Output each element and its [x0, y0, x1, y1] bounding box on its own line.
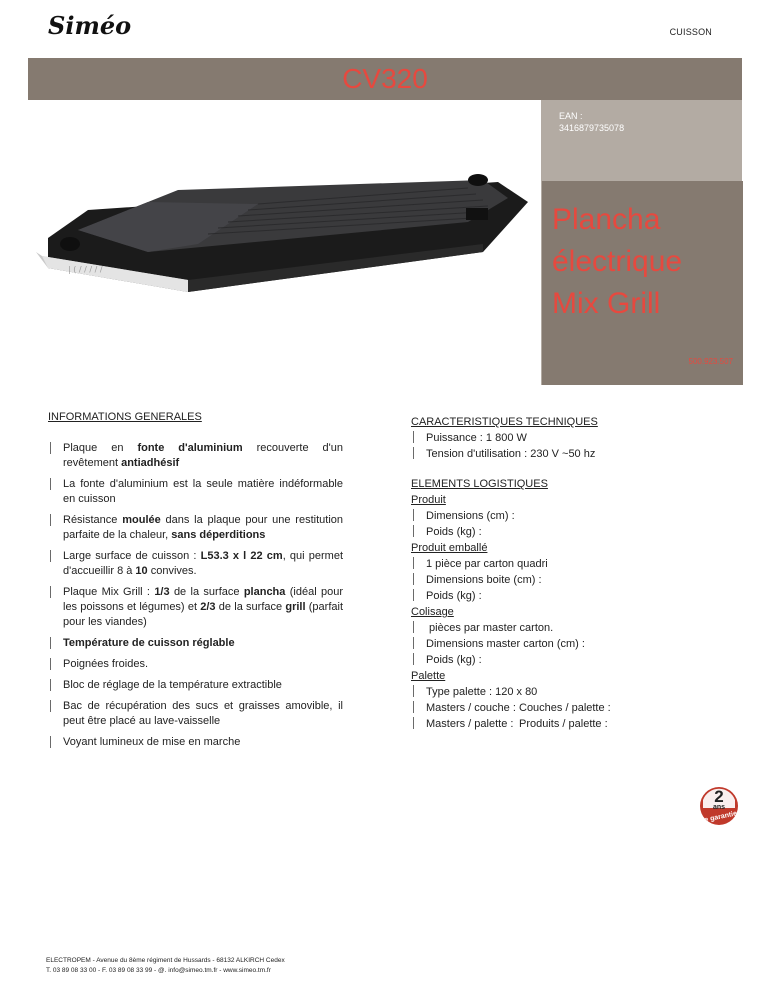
- logistics-title: ELEMENTS LOGISTIQUES: [411, 478, 548, 490]
- logistics-item: Poids (kg) :: [411, 652, 731, 668]
- reference-band: [28, 58, 742, 100]
- general-info-text: recouverte d'un revêtement: [63, 442, 344, 469]
- brand-logo-text: Siméo: [48, 12, 132, 40]
- general-info-section: [48, 411, 343, 756]
- general-info-text: , qui permet d'accueillir 8 à: [63, 550, 343, 577]
- product-image: [28, 140, 528, 320]
- logistics-item: Dimensions master carton (cm) :: [411, 636, 731, 652]
- warranty-text: de garantie: [699, 810, 738, 825]
- general-info-item: [48, 585, 343, 630]
- general-info-text: (idéal pour les poissons et légumes) et: [63, 586, 343, 613]
- general-info-text: fonte d'aluminium: [137, 442, 243, 454]
- footer: [46, 956, 285, 976]
- general-info-item: [48, 678, 343, 693]
- warranty-unit: ans: [712, 804, 726, 811]
- tech-item: Tension d'utilisation : 230 V ~50 hz: [411, 446, 731, 462]
- logistics-item: pièces par master carton.: [411, 620, 731, 636]
- general-info-text: 2/3: [200, 601, 216, 613]
- general-info-text: de la surface: [215, 601, 286, 613]
- general-info-text: (parfait pour les viandes): [63, 601, 344, 628]
- svg-text:| ( / / / / /: | ( / / / / /: [68, 265, 103, 274]
- general-info-text: Voyant lumineux de mise en marche: [63, 736, 241, 748]
- logistics-item: Type palette : 120 x 80: [411, 684, 731, 700]
- tech-title: CARACTERISTIQUES TECHNIQUES: [411, 416, 598, 428]
- general-info-item: [48, 636, 343, 651]
- general-info-text: Bac de récupération des sucs et graisses amovible, il peut être placé au lave-vaisselle: [63, 700, 343, 727]
- general-info-text: convives.: [147, 565, 197, 577]
- general-info-text: Plaque en: [63, 442, 138, 454]
- logistics-section: [411, 476, 731, 732]
- footer-address: ELECTROPEM - Avenue du 8ème régiment de Hussards - 68132 ALKIRCH Cedex: [46, 957, 285, 964]
- general-info-item: [48, 441, 343, 471]
- palette-cell: Masters / couche :: [426, 702, 516, 714]
- general-info-item: [48, 657, 343, 672]
- general-info-text: L53.3 x l 22 cm: [200, 550, 283, 562]
- logistics-item: Poids (kg) :: [411, 588, 731, 604]
- general-info-text: La fonte d'aluminium est la seule matière indéformable en cuisson: [63, 478, 343, 505]
- product-name-line: Plancha: [552, 203, 661, 236]
- general-info-title: INFORMATIONS GENERALES: [48, 411, 202, 423]
- palette-cell: Produits / palette :: [519, 718, 608, 730]
- palette-cell: Masters / palette :: [426, 718, 514, 730]
- logistics-produit-label: Produit: [411, 494, 446, 506]
- general-info-item: [48, 699, 343, 729]
- general-info-text: Large surface de cuisson :: [63, 550, 201, 562]
- logistics-item: Dimensions boite (cm) :: [411, 572, 731, 588]
- palette-cell: Couches / palette :: [519, 702, 611, 714]
- brand-logo: [48, 12, 158, 40]
- general-info-text: dans la plaque pour une restitution parfaite de la chaleur,: [63, 514, 343, 541]
- general-info-list: [48, 441, 343, 750]
- logistics-palette-row: [411, 716, 731, 732]
- general-info-text: Plaque Mix Grill :: [63, 586, 155, 598]
- general-info-item: [48, 477, 343, 507]
- general-info-text: Bloc de réglage de la température extractible: [63, 679, 282, 691]
- footer-contact: T. 03 89 08 33 00 - F. 03 89 08 33 99 - @. info@simeo.tm.fr - www.simeo.tm.fr: [46, 967, 271, 974]
- logistics-colisage-label: Colisage: [411, 606, 454, 618]
- logistics-palette-label: Palette: [411, 670, 446, 682]
- ean-box: [541, 100, 742, 181]
- product-reference: CV320: [342, 63, 428, 94]
- logistics-item: Poids (kg) :: [411, 524, 731, 540]
- product-code: 500.923.507: [688, 357, 733, 366]
- warranty-number: 2: [714, 787, 724, 806]
- general-info-text: de la surface: [169, 586, 244, 598]
- ean-label: EAN :: [559, 111, 583, 121]
- general-info-text: plancha: [243, 586, 286, 598]
- product-name-line: électrique: [552, 245, 683, 278]
- general-info-text: 1/3: [154, 586, 170, 598]
- tech-item: Puissance : 1 800 W: [411, 430, 731, 446]
- general-info-text: Poignées froides.: [63, 658, 148, 670]
- product-name-line: Mix Grill: [552, 287, 661, 320]
- tech-section: [411, 415, 731, 462]
- general-info-item: [48, 513, 343, 543]
- logistics-emballe-label: Produit emballé: [411, 542, 488, 554]
- general-info-text: 10: [135, 565, 148, 577]
- general-info-text: Température de cuisson réglable: [63, 637, 235, 649]
- logistics-palette-row: [411, 700, 731, 716]
- general-info-text: Résistance: [63, 514, 123, 526]
- logistics-item: 1 pièce par carton quadri: [411, 556, 731, 572]
- general-info-text: sans déperditions: [171, 529, 266, 541]
- general-info-item: [48, 735, 343, 750]
- general-info-item: [48, 549, 343, 579]
- logistics-item: Dimensions (cm) :: [411, 508, 731, 524]
- general-info-text: antiadhésif: [121, 457, 180, 469]
- general-info-text: moulée: [122, 514, 161, 526]
- category-label: CUISSON: [669, 27, 712, 37]
- warranty-badge: [694, 782, 744, 830]
- ean-value: 3416879735078: [559, 123, 625, 133]
- general-info-text: grill: [285, 601, 306, 613]
- product-name-box: [541, 181, 743, 385]
